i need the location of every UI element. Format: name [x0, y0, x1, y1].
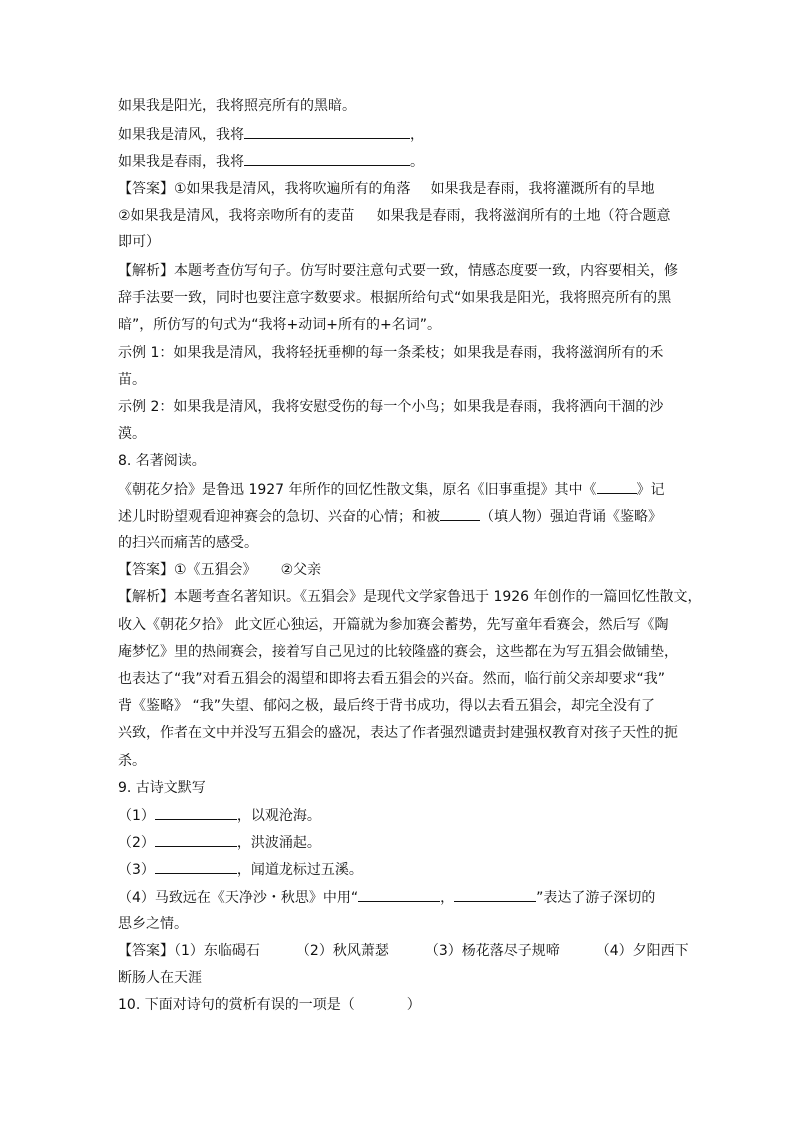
blank-line — [440, 507, 480, 521]
blank-line — [155, 860, 237, 874]
text-line: 庵梦忆》里的热闹赛会，接着写自己见过的比较隆盛的赛会，这些都在为写五猖会做铺垫， — [118, 644, 678, 660]
blank-line — [244, 152, 410, 166]
text-line: 苗。 — [118, 372, 146, 388]
answer-line: 【答案】（1）东临碣石 （2）秋风萧瑟 （3）杨花落尽子规啼 （4）夕阳西下 — [118, 943, 689, 959]
text-line: 示例 1：如果我是清风，我将轻抚垂柳的每一条柔枝；如果我是春雨，我将滋润所有的禾 — [118, 345, 664, 361]
blank-line — [597, 480, 637, 494]
text-line: 杀。 — [118, 753, 146, 769]
text-line: 思乡之情。 — [118, 916, 188, 932]
analysis-line: 【解析】本题考查名著知识。《五猖会》是现代文学家鲁迅于 1926 年创作的一篇回忆性散文， — [118, 589, 702, 605]
text-line: 辞手法要一致，同时也要注意字数要求。根据所给句式“如果我是阳光，我将照亮所有的黑 — [118, 290, 672, 306]
blank-line — [244, 125, 410, 139]
analysis-line: 【解析】本题考查仿写句子。仿写时要注意句式要一致，情感态度要一致，内容要相关，修 — [118, 263, 678, 279]
answer-line: 【答案】①如果我是清风，我将吹遍所有的角落 如果我是春雨，我将灌溉所有的旱地 — [118, 181, 655, 197]
question-heading: 8. 名著阅读。 — [118, 453, 206, 469]
question-heading: 9. 古诗文默写 — [118, 780, 206, 796]
text-line: 如果我是清风，我将 ， — [118, 127, 424, 143]
text-line: 也表达了“我”对看五猖会的渴望和即将去看五猖会的兴奋。然而，临行前父亲却要求“我” — [118, 671, 666, 687]
text-line: 如果我是春雨，我将 。 — [118, 154, 424, 170]
answer-line: ②如果我是清风，我将亲吻所有的麦苗 如果我是春雨，我将滋润所有的土地（符合题意 — [118, 208, 671, 224]
text-line: 示例 2：如果我是清风，我将安慰受伤的每一个小鸟；如果我是春雨，我将洒向干涸的沙 — [118, 399, 664, 415]
text-line: 兴致，作者在文中并没写五猖会的盛况，表达了作者强烈谴责封建强权教育对孩子天性的扼 — [118, 725, 678, 741]
text-line: 如果我是阳光，我将照亮所有的黑暗。 — [118, 98, 356, 114]
text-line: 述儿时盼望观看迎神赛会的急切、兴奋的心情；和被 （填人物）强迫背诵《鉴略》 — [118, 509, 662, 525]
text-line: （3） ，闻道龙标过五溪。 — [118, 862, 363, 878]
blank-line — [454, 888, 536, 902]
blank-line — [155, 806, 237, 820]
text-line: （2） ，洪波涌起。 — [118, 835, 321, 851]
blank-line — [358, 888, 440, 902]
blank-line — [155, 833, 237, 847]
text-line: 收入《朝花夕拾》 此文匠心独运，开篇就为参加赛会蓄势，先写童年看赛会，然后写《陶 — [118, 617, 669, 633]
text-line: 《朝花夕拾》是鲁迅 1927 年所作的回忆性散文集，原名《旧事重提》其中《 》记 — [118, 482, 665, 498]
text-line: 漠。 — [118, 426, 146, 442]
answer-line: 【答案】①《五猖会》 ②父亲 — [118, 562, 322, 578]
text-line: 背《鉴略》 “我”失望、郁闷之极，最后终于背书成功，得以去看五猖会，却完全没有了 — [118, 698, 655, 714]
question-heading: 10. 下面对诗句的赏析有误的一项是（ ） — [118, 997, 421, 1013]
text-line: 的扫兴而痛苦的感受。 — [118, 535, 258, 551]
text-line: （4）马致远在《天净沙・秋思》中用“ ， ”表达了游子深切的 — [118, 890, 656, 906]
text-line: 即可） — [118, 234, 160, 250]
text-line: 暗”，所仿写的句式为“我将+动词+所有的+名词”。 — [118, 317, 441, 333]
text-line: （1） ，以观沧海。 — [118, 808, 321, 824]
text-line: 断肠人在天涯 — [118, 970, 202, 986]
